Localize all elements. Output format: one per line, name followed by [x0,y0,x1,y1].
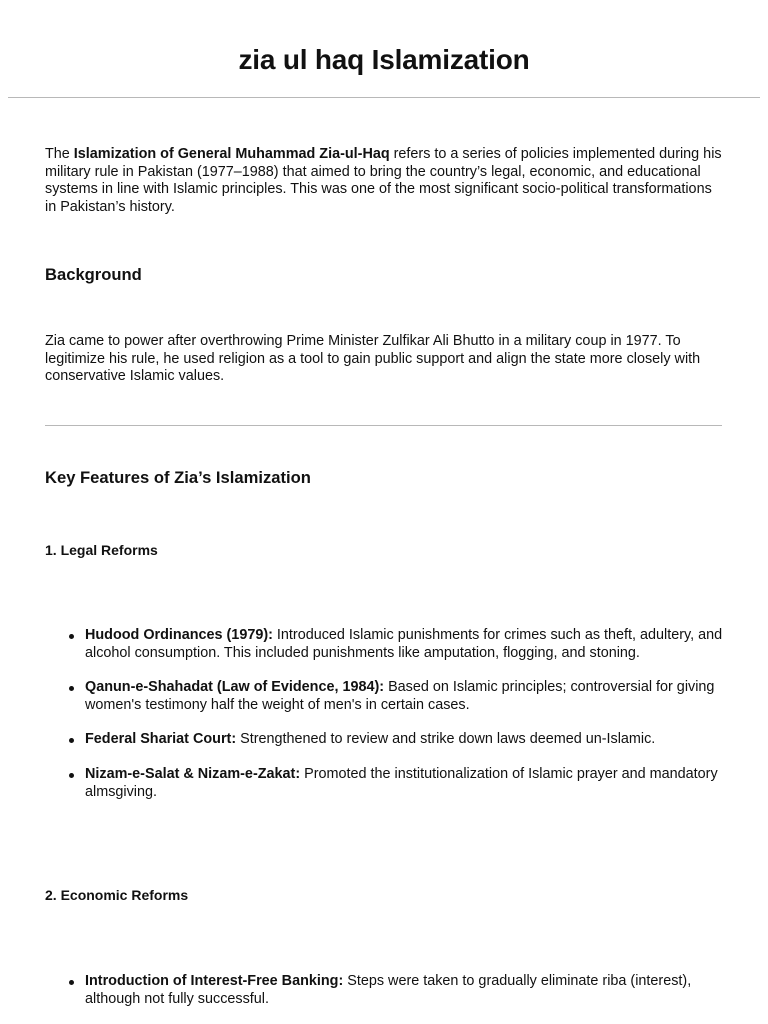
background-section [45,333,725,386]
list-item-term: Nizam-e-Salat & Nizam-e-Zakat: [85,765,301,782]
list-item-term: Hudood Ordinances (1979): [85,627,273,643]
list-item-text: Based on Islamic principles; controversial for giving women's testimony half the weight of men's in certain cases. [85,679,715,713]
intro-prefix: The [45,146,74,162]
list-item [45,679,725,714]
key-features-heading: Key Features of Zia’s Islamization [45,468,311,487]
list-item-text: Introduced Islamic punishments for crimes such as theft, adultery, and alcohol consumption. This included punishments like amputation, flogging, and stoning. [85,627,723,661]
section-divider [45,425,722,426]
list-item-text: Promoted the institutionalization of Islamic prayer and mandatory almsgiving. [85,765,718,800]
intro-bold-term: Islamization of General Muhammad Zia-ul-Haq [73,146,390,162]
list-item [45,627,725,662]
list-item-term: Qanun-e-Shahadat (Law of Evidence, 1984): [85,679,385,696]
title-divider [8,97,760,98]
intro-text: refers to a series of policies implemented during his military rule in Pakistan (1977–1988) that aimed to bring the country’s legal, economic, and educational systems in line with Islamic principles. This was one of the most significant socio-political transformations in Pakistan’s history. [45,146,722,215]
background-heading: Background [45,265,142,284]
list-item [45,731,725,749]
intro-paragraph [45,146,725,216]
list-item-text: Strengthened to review and strike down laws deemed un-Islamic. [236,731,656,748]
list-item [45,973,725,1008]
background-paragraph: Zia came to power after overthrowing Prime Minister Zulfikar Ali Bhutto in a military coup in 1977. To legitimize his rule, he used religion as a tool to gain public support and align the state more closely with conservative Islamic values. [45,333,701,385]
legal-reforms-heading: 1. Legal Reforms [45,542,158,558]
economic-reforms-heading: 2. Economic Reforms [45,887,189,903]
list-item-term: Federal Shariat Court: [85,731,237,748]
document-title: zia ul haq Islamization [238,44,530,75]
intro-section [45,146,725,216]
legal-reforms-list [45,627,725,801]
list-item-text: Steps were taken to gradually eliminate riba (interest), although not fully successful. [85,973,692,1007]
economic-reforms-list [45,973,725,1008]
list-item [45,766,725,801]
list-item-term: Introduction of Interest-Free Banking: [85,973,344,989]
